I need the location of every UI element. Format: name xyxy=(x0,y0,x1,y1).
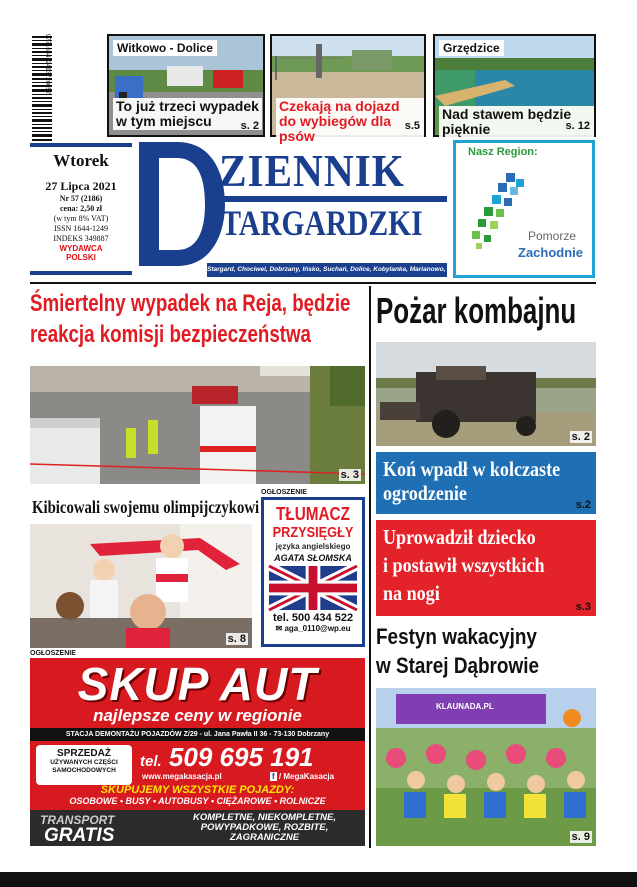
accident-street-image xyxy=(30,366,365,484)
email-icon: ✉ xyxy=(275,624,285,633)
horse-headline-1: Koń wpadł w kolczaste xyxy=(383,457,561,481)
ad-phone: tel. 509 695 191 xyxy=(140,742,314,772)
child-headline-3: na nogi xyxy=(383,581,440,605)
page-reference: s.5 xyxy=(404,120,420,132)
ad-tag: OGŁOSZENIE xyxy=(261,489,307,496)
masthead-word-2: STARGARDZKI xyxy=(205,203,423,243)
publisher-line-2: POLSKI xyxy=(66,253,96,262)
teaser-accident[interactable] xyxy=(107,34,265,137)
festival-crowd-image xyxy=(376,688,596,846)
child-story-box[interactable] xyxy=(376,520,596,616)
page-reference: s. 9 xyxy=(571,831,590,843)
page-reference: s. 3 xyxy=(340,469,359,481)
column-divider xyxy=(369,286,371,848)
page-footer-rule xyxy=(0,872,637,887)
page-reference: s. 12 xyxy=(565,120,590,132)
masthead-towns: Stargard, Chociwel, Dobrzany, Ińsko, Suchań, Dolice, Kobylanka, Marianowo, Stara Dąbrowa xyxy=(207,263,447,277)
price: cena: 2,50 zł xyxy=(60,204,102,213)
divider xyxy=(30,282,596,284)
weekday: Wtorek xyxy=(53,151,109,170)
horse-story-box[interactable] xyxy=(376,452,596,514)
page-reference: s. 2 xyxy=(571,431,590,443)
teaser-location: Grzędzice xyxy=(439,40,504,56)
ad-name: AGATA SŁOMSKA xyxy=(274,553,352,563)
masthead-logo[interactable] xyxy=(137,140,493,280)
ad-website: www.megakasacja.pl xyxy=(142,772,222,781)
pomorze-zachodnie-logo-icon xyxy=(470,171,528,253)
issue-date: 27 Lipca 2021 xyxy=(45,179,117,193)
page-reference: s. 2 xyxy=(240,120,259,132)
index-number: INDEKS 349887 xyxy=(53,234,109,243)
ad-subline: najlepsze ceny w regionie xyxy=(93,706,302,725)
teaser-headline: Czekają na dojazd do wybiegów dla psów xyxy=(276,98,424,145)
ad-address: STACJA DEMONTAŻU POJAZDÓW Z/29 - ul. Jana Pawła II 36 - 73-130 Dobrzany xyxy=(30,728,365,741)
ad-line-1: TŁUMACZ xyxy=(276,504,350,524)
lead-headline[interactable]: Śmiertelny wypadek na Reja, będzie reakcja komisji bezpieczeństwa xyxy=(30,290,351,348)
ad-transport-strip: TRANSPORT GRATIS KOMPLETNE, NIEKOMPLETNE, POWYPADKOWE, ROZBITE, ZAGRANICZNE xyxy=(30,810,365,846)
ad-phone: tel. 500 434 522 xyxy=(272,612,354,624)
fire-photo[interactable] xyxy=(376,342,596,446)
masthead-word-1: ZIENNIK xyxy=(219,145,405,196)
car-buying-ad[interactable] xyxy=(30,658,365,846)
olympic-fans-image xyxy=(30,524,252,648)
teaser-pond[interactable] xyxy=(433,34,596,137)
facebook-icon: f xyxy=(272,772,275,781)
burnt-combine-image xyxy=(376,342,596,446)
lead-photo[interactable] xyxy=(30,366,365,484)
teaser-headline: Nad stawem będzie pięknie xyxy=(439,106,594,138)
child-headline-2: i postawił wszystkich xyxy=(383,553,545,577)
fire-headline[interactable]: Pożar kombajnu xyxy=(376,290,577,331)
divider xyxy=(30,271,132,275)
ad-headline: SKUP AUT xyxy=(77,658,318,710)
ad-email: ✉ aga_0110@wp.eu xyxy=(275,624,351,633)
barcode xyxy=(30,34,58,144)
ad-line-2: PRZYSIĘGŁY xyxy=(272,524,354,541)
ad-facebook: f / MegaKasacja xyxy=(272,772,335,781)
region-title: Nasz Region: xyxy=(468,146,538,158)
vat-note: (w tym 8% VAT) xyxy=(53,214,109,223)
festival-photo[interactable] xyxy=(376,688,596,846)
region-name-2: Zachodnie xyxy=(518,245,584,260)
olympic-headline[interactable]: Kibicowali swojemu olimpijczykowi xyxy=(32,497,260,517)
teaser-dog-park[interactable] xyxy=(270,34,426,144)
ad-vehicle-types: SKUPUJEMY WSZYSTKIE POJAZDY: OSOBOWE • BUSY • AUTOBUSY • CIĘŻAROWE • ROLNICZE xyxy=(30,785,365,809)
horse-headline-2: ogrodzenie xyxy=(383,481,467,505)
parts-sale-badge: SPRZEDAŻ UŻYWANYCH CZĘŚCI SAMOCHODOWYCH xyxy=(36,745,132,785)
page-reference: s. 8 xyxy=(227,633,246,645)
festival-headline[interactable]: Festyn wakacyjny w Starej Dąbrowie xyxy=(376,624,539,678)
teaser-headline: To już trzeci wypadek w tym miejscu xyxy=(113,98,262,130)
child-headline-1: Uprowadził dziecko xyxy=(383,525,536,549)
region-box[interactable] xyxy=(453,140,595,278)
festival-banner-text: KLAUNADA.PL xyxy=(436,702,494,711)
issn: ISSN 1644-1249 xyxy=(53,224,108,233)
issue-number: Nr 57 (2186) xyxy=(59,194,103,203)
page-reference: s.3 xyxy=(575,601,591,613)
translator-ad[interactable] xyxy=(261,497,365,647)
ad-tag: OGŁOSZENIE xyxy=(30,650,76,657)
issue-info xyxy=(30,143,132,275)
olympic-photo[interactable] xyxy=(30,524,252,648)
teaser-location: Witkowo - Dolice xyxy=(113,40,217,56)
page-reference: s.2 xyxy=(575,499,591,511)
barcode-digits: 977164412493720057 xyxy=(44,34,50,95)
publisher-line-1: WYDAWCA xyxy=(59,244,103,253)
region-name-1: Pomorze xyxy=(528,229,577,243)
union-jack-flag-icon xyxy=(268,566,358,610)
ad-language: języka angielskiego xyxy=(275,542,351,551)
